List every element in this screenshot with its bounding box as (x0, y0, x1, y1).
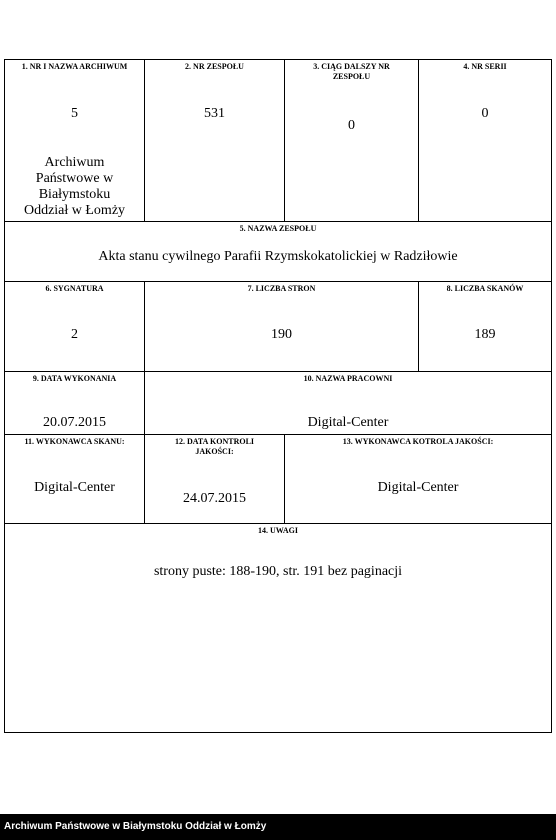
execution-date-cell (4, 371, 145, 435)
archive-name-line-4: Oddział w Łomży (23, 203, 126, 218)
fonds-name-cell (4, 221, 552, 282)
metrics-form (4, 59, 552, 733)
qc-executor-label: 13. WYKONAWCA KOTROLA JAKOŚCI: (342, 437, 494, 446)
series-number-cell (418, 59, 552, 222)
workshop-name-value: Digital-Center (307, 415, 389, 430)
series-number-value: 0 (481, 106, 489, 121)
fonds-continuation-value: 0 (348, 118, 355, 133)
archive-number: 5 (71, 106, 78, 121)
scan-executor-label: 11. WYKONAWCA SKANU: (24, 437, 125, 446)
scan-executor-value: Digital-Center (34, 480, 115, 495)
fonds-continuation-label-line-1: 3. CIĄG DALSZY NR (313, 62, 390, 71)
scan-count-label: 8. LICZBA SKANÓW (446, 284, 524, 293)
archive-cell (4, 59, 145, 222)
page-count-label: 7. LICZBA STRON (247, 284, 316, 293)
signature-value: 2 (71, 327, 78, 342)
archive-footer-bar (0, 814, 556, 840)
qc-date-label-line-2: JAKOŚCI: (195, 447, 234, 456)
series-number-label: 4. NR SERII (463, 62, 507, 71)
fonds-name-label: 5. NAZWA ZESPOŁU (239, 224, 317, 233)
page-count-value: 190 (271, 327, 292, 342)
qc-date-value: 24.07.2015 (183, 491, 246, 506)
archive-label: 1. NR I NAZWA ARCHIWUM (21, 62, 128, 71)
workshop-name-label: 10. NAZWA PRACOWNI (303, 374, 393, 383)
qc-date-label-line-1: 12. DATA KONTROLI (174, 437, 255, 446)
archive-name-line-1: Archiwum (44, 155, 105, 170)
qc-executor-cell (284, 434, 552, 524)
fonds-continuation-label-line-2: ZESPOŁU (332, 72, 371, 81)
qc-executor-value: Digital-Center (377, 480, 459, 495)
signature-label: 6. SYGNATURA (45, 284, 104, 293)
qc-date-cell (144, 434, 285, 524)
page-count-cell (144, 281, 419, 372)
archive-name-line-3: Białymstoku (38, 187, 111, 202)
remarks-cell (4, 523, 552, 733)
workshop-name-cell (144, 371, 552, 435)
fonds-number-cell (144, 59, 285, 222)
fonds-number-value: 531 (204, 106, 225, 121)
archive-footer-text: Archiwum Państwowe w Białymstoku Oddział w Łomży (4, 821, 267, 832)
execution-date-label: 9. DATA WYKONANIA (32, 374, 117, 383)
remarks-label: 14. UWAGI (257, 526, 298, 535)
execution-date-value: 20.07.2015 (43, 415, 106, 430)
signature-cell (4, 281, 145, 372)
remarks-value: strony puste: 188-190, str. 191 bez paginacji (153, 564, 403, 579)
scan-executor-cell (4, 434, 145, 524)
fonds-name-value: Akta stanu cywilnego Parafii Rzymskokatolickiej w Radziłowie (98, 249, 458, 264)
fonds-number-label: 2. NR ZESPOŁU (185, 62, 244, 71)
fonds-continuation-cell (284, 59, 419, 222)
scan-count-value: 189 (474, 327, 496, 342)
archive-name-line-2: Państwowe w (35, 171, 114, 186)
scan-count-cell (418, 281, 552, 372)
